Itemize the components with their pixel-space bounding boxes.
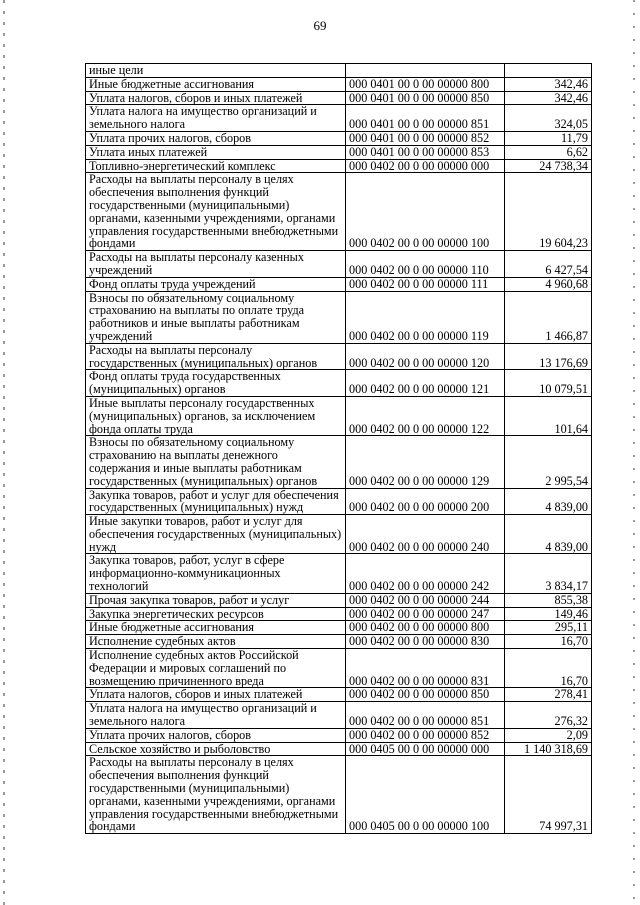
cell-name: Сельское хозяйство и рыболовство (86, 742, 346, 756)
cell-name: Закупка энергетических ресурсов (86, 607, 346, 621)
cell-name: Иные бюджетные ассигнования (86, 621, 346, 635)
cell-code: 000 0405 00 0 00 00000 100 (346, 756, 505, 834)
table-row (86, 131, 592, 145)
cell-name: Исполнение судебных актов Российской Федерации и мировых соглашений по возмещению причиненного вреда (86, 649, 346, 688)
cell-amount: 276,32 (505, 702, 592, 729)
table-row (86, 702, 592, 729)
table-row (86, 159, 592, 173)
cell-amount: 2 995,54 (505, 436, 592, 488)
cell-amount: 4 839,00 (505, 488, 592, 515)
cell-amount: 101,64 (505, 396, 592, 435)
cell-code: 000 0402 00 0 00 00000 242 (346, 554, 505, 593)
cell-name: Иные выплаты персоналу государственных (муниципальных) органов, за исключением фонда оплаты труда (86, 396, 346, 435)
table-row (86, 554, 592, 593)
cell-code: 000 0402 00 0 00 00000 111 (346, 277, 505, 291)
cell-name: Прочая закупка товаров, работ и услуг (86, 593, 346, 607)
cell-amount: 16,70 (505, 635, 592, 649)
cell-amount: 6 427,54 (505, 251, 592, 278)
cell-name: Расходы на выплаты персоналу государственных (муниципальных) органов (86, 343, 346, 370)
cell-amount: 855,38 (505, 593, 592, 607)
cell-amount: 1 140 318,69 (505, 742, 592, 756)
table-row (86, 635, 592, 649)
cell-amount: 13 176,69 (505, 343, 592, 370)
table-row (86, 105, 592, 132)
cell-code: 000 0402 00 0 00 00000 122 (346, 396, 505, 435)
table-row (86, 515, 592, 554)
budget-table (85, 63, 592, 834)
table-row (86, 593, 592, 607)
table-row (86, 251, 592, 278)
cell-amount: 278,41 (505, 688, 592, 702)
cell-amount: 342,46 (505, 91, 592, 105)
scan-edge-left (3, 0, 5, 905)
cell-name: Уплата прочих налогов, сборов (86, 728, 346, 742)
table-row (86, 688, 592, 702)
cell-code: 000 0402 00 0 00 00000 852 (346, 728, 505, 742)
cell-amount: 4 960,68 (505, 277, 592, 291)
table-row (86, 621, 592, 635)
cell-code: 000 0402 00 0 00 00000 831 (346, 649, 505, 688)
table-row (86, 488, 592, 515)
table-row (86, 145, 592, 159)
table-row (86, 396, 592, 435)
cell-amount: 24 738,34 (505, 159, 592, 173)
cell-name: Исполнение судебных актов (86, 635, 346, 649)
cell-name: Уплата налога на имущество организаций и земельного налога (86, 702, 346, 729)
cell-code (346, 64, 505, 78)
table-row (86, 91, 592, 105)
cell-name: Топливно-энергетический комплекс (86, 159, 346, 173)
cell-name: Фонд оплаты труда учреждений (86, 277, 346, 291)
cell-code: 000 0401 00 0 00 00000 800 (346, 77, 505, 91)
table-row (86, 77, 592, 91)
cell-name: Уплата налогов, сборов и иных платежей (86, 91, 346, 105)
cell-code: 000 0402 00 0 00 00000 244 (346, 593, 505, 607)
cell-amount: 11,79 (505, 131, 592, 145)
cell-name: Закупка товаров, работ, услуг в сфере информационно-коммуникационных технологий (86, 554, 346, 593)
cell-code: 000 0401 00 0 00 00000 850 (346, 91, 505, 105)
cell-code: 000 0402 00 0 00 00000 120 (346, 343, 505, 370)
cell-name: Уплата прочих налогов, сборов (86, 131, 346, 145)
cell-name: Взносы по обязательному социальному страхованию на выплаты денежного содержания и иные выплаты работникам государственных (муниципальных) органов (86, 436, 346, 488)
cell-code: 000 0402 00 0 00 00000 121 (346, 370, 505, 397)
cell-name: Уплата иных платежей (86, 145, 346, 159)
table-row (86, 649, 592, 688)
cell-code: 000 0401 00 0 00 00000 853 (346, 145, 505, 159)
cell-amount: 1 466,87 (505, 291, 592, 343)
cell-name: Расходы на выплаты персоналу в целях обеспечения выполнения функций государственными (муниципальными) органами, казенными учреждениями, органами управления государственными внебюджетными фондами (86, 173, 346, 251)
cell-code: 000 0402 00 0 00 00000 240 (346, 515, 505, 554)
cell-code: 000 0402 00 0 00 00000 200 (346, 488, 505, 515)
cell-code: 000 0402 00 0 00 00000 800 (346, 621, 505, 635)
cell-name: Иные закупки товаров, работ и услуг для обеспечения государственных (муниципальных) нужд (86, 515, 346, 554)
table-row (86, 742, 592, 756)
cell-code: 000 0402 00 0 00 00000 110 (346, 251, 505, 278)
cell-name: Иные бюджетные ассигнования (86, 77, 346, 91)
cell-name: Уплата налога на имущество организаций и земельного налога (86, 105, 346, 132)
page-number: 69 (313, 18, 327, 33)
cell-name: Закупка товаров, работ и услуг для обеспечения государственных (муниципальных) нужд (86, 488, 346, 515)
cell-amount: 16,70 (505, 649, 592, 688)
cell-name: Фонд оплаты труда государственных (муниципальных) органов (86, 370, 346, 397)
scan-edge-right (633, 0, 635, 905)
cell-code: 000 0401 00 0 00 00000 852 (346, 131, 505, 145)
cell-amount: 6,62 (505, 145, 592, 159)
cell-name: Взносы по обязательному социальному страхованию на выплаты по оплате труда работников и иные выплаты работникам учреждений (86, 291, 346, 343)
cell-amount: 295,11 (505, 621, 592, 635)
cell-code: 000 0402 00 0 00 00000 119 (346, 291, 505, 343)
cell-amount: 324,05 (505, 105, 592, 132)
budget-table-body (86, 64, 592, 834)
cell-amount: 342,46 (505, 77, 592, 91)
cell-code: 000 0402 00 0 00 00000 129 (346, 436, 505, 488)
table-row (86, 64, 592, 78)
table-row (86, 291, 592, 343)
cell-name: иные цели (86, 64, 346, 78)
table-row (86, 370, 592, 397)
table-row (86, 277, 592, 291)
cell-amount: 74 997,31 (505, 756, 592, 834)
cell-name: Расходы на выплаты персоналу в целях обеспечения выполнения функций государственными (муниципальными) органами, казенными учреждениями, органами управления государственными внебюджетными фондами (86, 756, 346, 834)
cell-code: 000 0401 00 0 00 00000 851 (346, 105, 505, 132)
cell-amount (505, 64, 592, 78)
cell-amount: 2,09 (505, 728, 592, 742)
table-row (86, 607, 592, 621)
cell-code: 000 0402 00 0 00 00000 000 (346, 159, 505, 173)
table-row (86, 728, 592, 742)
cell-amount: 149,46 (505, 607, 592, 621)
cell-code: 000 0405 00 0 00 00000 000 (346, 742, 505, 756)
cell-code: 000 0402 00 0 00 00000 850 (346, 688, 505, 702)
cell-code: 000 0402 00 0 00 00000 100 (346, 173, 505, 251)
cell-code: 000 0402 00 0 00 00000 851 (346, 702, 505, 729)
table-row (86, 436, 592, 488)
cell-name: Уплата налогов, сборов и иных платежей (86, 688, 346, 702)
cell-amount: 4 839,00 (505, 515, 592, 554)
cell-amount: 3 834,17 (505, 554, 592, 593)
table-row (86, 343, 592, 370)
cell-code: 000 0402 00 0 00 00000 247 (346, 607, 505, 621)
cell-name: Расходы на выплаты персоналу казенных учреждений (86, 251, 346, 278)
table-row (86, 756, 592, 834)
cell-amount: 19 604,23 (505, 173, 592, 251)
table-row (86, 173, 592, 251)
cell-amount: 10 079,51 (505, 370, 592, 397)
cell-code: 000 0402 00 0 00 00000 830 (346, 635, 505, 649)
